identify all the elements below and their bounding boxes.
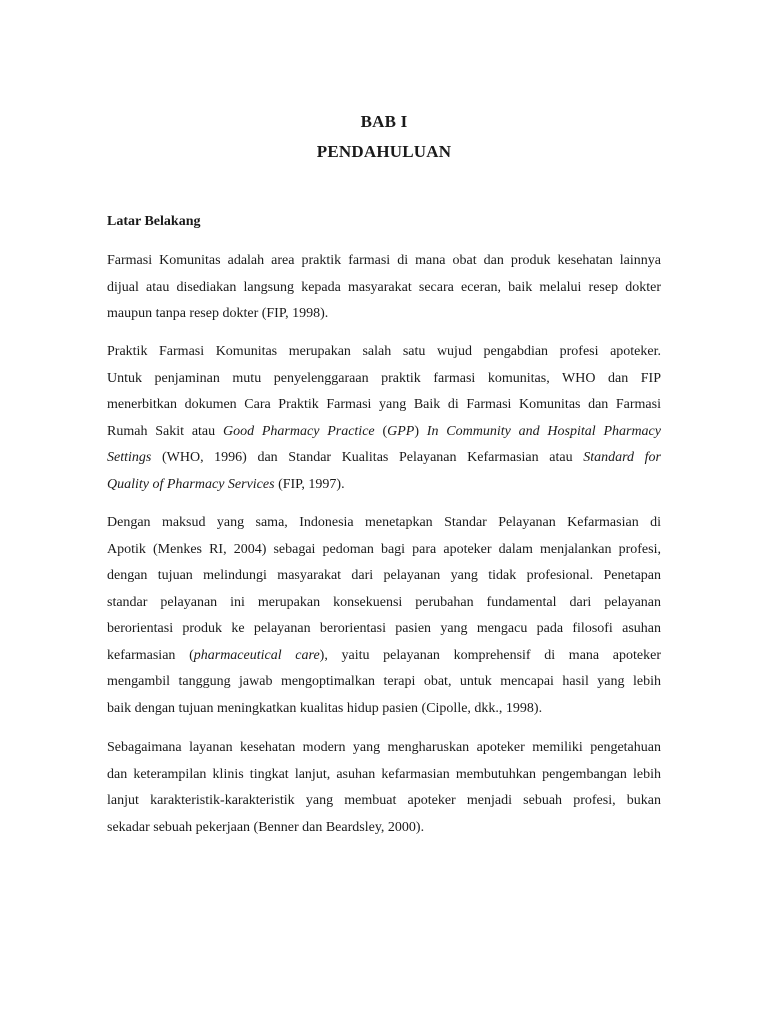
italic-term: In Community and Hospital Pharmacy bbox=[426, 423, 661, 439]
paragraph-line: lanjut karakteristik-karakteristik yang membuat apoteker menjadi sebuah profesi, bukan bbox=[107, 793, 661, 808]
paragraph-line: dan keterampilan klinis tingkat lanjut, asuhan kefarmasian membutuhkan pengembangan lebih bbox=[107, 766, 661, 782]
paragraph-line: standar pelayanan ini merupakan konsekuensi perubahan fundamental dari pelayanan bbox=[107, 594, 661, 610]
paragraph bbox=[107, 510, 661, 722]
paragraph-line: Praktik Farmasi Komunitas merupakan salah satu wujud pengabdian profesi apoteker. bbox=[107, 344, 661, 359]
chapter-title: PENDAHULUAN bbox=[316, 142, 452, 161]
paragraph-line: dijual atau disediakan langsung kepada masyarakat secara eceran, baik melalui resep dokter bbox=[107, 279, 661, 295]
paragraph-line: dengan tujuan melindungi masyarakat dari pelayanan yang tidak profesional. Penetapan bbox=[107, 568, 661, 583]
paragraph-line: Untuk penjaminan mutu penyelenggaraan praktik farmasi komunitas, WHO dan FIP bbox=[107, 370, 661, 386]
italic-term: Settings bbox=[107, 450, 152, 465]
paragraph-line: Farmasi Komunitas adalah area praktik farmasi di mana obat dan produk kesehatan lainnya bbox=[107, 253, 661, 268]
paragraph bbox=[107, 735, 661, 841]
paragraph-line: Sebagaimana layanan kesehatan modern yang mengharuskan apoteker memiliki pengetahuan bbox=[107, 740, 661, 755]
paragraph-line: mengambil tanggung jawab mengoptimalkan terapi obat, untuk mencapai hasil yang lebih bbox=[107, 674, 661, 689]
paragraph-line: kefarmasian (pharmaceutical care), yaitu pelayanan komprehensif di mana apoteker bbox=[107, 647, 661, 663]
italic-term: Standard for bbox=[583, 450, 661, 465]
paragraph-line: Apotik (Menkes RI, 2004) sebagai pedoman bagi para apoteker dalam menjalankan profesi, bbox=[107, 541, 661, 557]
paragraph-line: baik dengan tujuan meningkatkan kualitas hidup pasien (Cipolle, dkk., 1998). bbox=[107, 700, 543, 716]
chapter-number: BAB I bbox=[360, 112, 408, 131]
paragraph-line: menerbitkan dokumen Cara Praktik Farmasi yang Baik di Farmasi Komunitas dan Farmasi bbox=[107, 397, 661, 412]
italic-term: pharmaceutical care bbox=[193, 647, 320, 663]
paragraph-line: Rumah Sakit atau Good Pharmacy Practice (GPP) In Community and Hospital Pharmacy bbox=[107, 423, 661, 439]
paragraph-line: Dengan maksud yang sama, Indonesia menetapkan Standar Pelayanan Kefarmasian di bbox=[107, 515, 661, 530]
italic-term: GPP bbox=[387, 423, 415, 439]
paragraph-line: Quality of Pharmacy Services (FIP, 1997). bbox=[107, 476, 345, 492]
paragraph-line: Settings (WHO, 1996) dan Standar Kualitas Pelayanan Kefarmasian atau Standard for bbox=[107, 450, 661, 465]
paragraph-line: sekadar sebuah pekerjaan (Benner dan Beardsley, 2000). bbox=[107, 819, 425, 835]
paragraph-line: berorientasi produk ke pelayanan berorientasi pasien yang mengacu pada filosofi asuhan bbox=[107, 621, 661, 636]
section-heading: Latar Belakang bbox=[107, 214, 201, 229]
italic-term: Good Pharmacy Practice bbox=[222, 423, 375, 439]
paragraph bbox=[107, 339, 661, 498]
paragraph bbox=[107, 248, 661, 328]
italic-term: Quality of Pharmacy Services bbox=[107, 476, 275, 492]
paragraph-line: maupun tanpa resep dokter (FIP, 1998). bbox=[107, 306, 329, 321]
